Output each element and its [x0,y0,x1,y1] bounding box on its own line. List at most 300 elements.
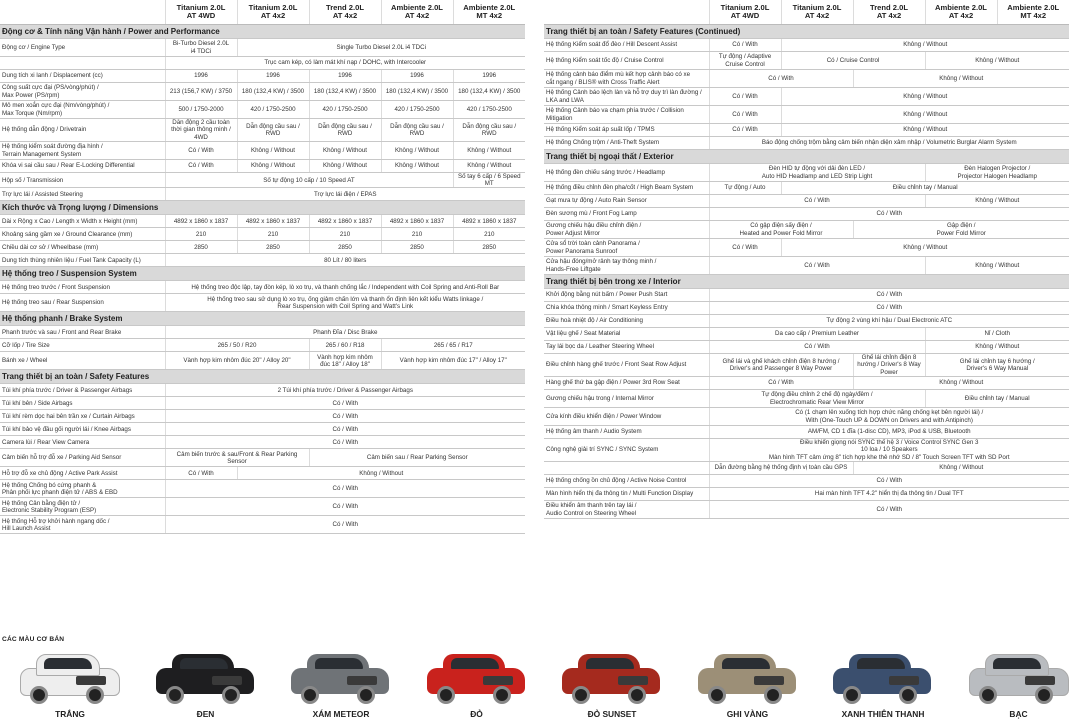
spec-value: Có / With [709,70,853,88]
spec-value: Không / Without [237,467,525,480]
spec-value: 180 (132,4 KW) / 3500 [453,83,525,101]
spec-label: Phanh trước và sau / Front and Rear Brake [0,326,165,339]
spec-value: Có / With [165,423,525,436]
spec-table-left [0,0,525,534]
spec-value: Cảm biến trước & sau/Front & Rear Parking Sensor [165,449,309,467]
spec-value: Có / With [709,88,781,106]
spec-label: Cửa kính điều khiển điện / Power Window [544,408,709,426]
spec-value: Có / With [709,302,1069,315]
variant-header-1: Titanium 2.0L AT 4WD [165,0,237,25]
car-wheel [1035,686,1053,704]
header-spacer [0,0,165,25]
spec-label: Hệ thống Cảnh báo va chạm phía trước / Collision Mitigation [544,106,709,124]
spec-value: Có / With [165,160,237,173]
section-title: Kích thước và Trọng lượng / Dimensions [0,201,525,215]
spec-table-right [544,0,1069,519]
car-wheel [222,686,240,704]
spec-row [0,57,525,70]
spec-value: 1996 [165,70,237,83]
spec-value: Có / With [165,480,525,498]
spec-value: Tự động 2 vùng khí hậu / Dual Electronic ATC [709,315,1069,328]
spec-row [544,439,1069,462]
spec-value: 2850 [309,241,381,254]
spec-value: Không / Without [309,160,381,173]
spec-value: Ghế lái và ghế khách chỉnh điện 8 hướng / Driver's and Passenger 8 Way Power [709,354,853,377]
spec-row [0,39,525,57]
spec-label: Hệ thống điều chỉnh đèn pha/cốt / High Beam System [544,182,709,195]
section-header-row [0,201,525,215]
spec-label: Túi khí rèm dọc hai bên trần xe / Curtain Airbags [0,410,165,423]
spec-label: Chìa khóa thông minh / Smart Keyless Entry [544,302,709,315]
spec-row [544,289,1069,302]
car-window [315,658,363,669]
car-window [180,658,228,669]
car-wheel [899,686,917,704]
spec-label: Đèn sương mù / Front Fog Lamp [544,208,709,221]
section-header-row [0,267,525,281]
spec-row [0,173,525,188]
spec-row [0,410,525,423]
spec-value: 420 / 1750-2500 [453,101,525,119]
spec-value: Vành hợp kim nhôm đúc 17" / Alloy 17" [381,352,525,370]
spec-row [0,228,525,241]
section-title: Trang thiết bị bên trong xe / Interior [544,275,1069,289]
spec-value: 4892 x 1860 x 1837 [381,215,453,228]
spec-row [0,281,525,294]
spec-label: Gương chiếu hậu trong / Internal Mirror [544,390,709,408]
car-wheel [764,686,782,704]
spec-value: Bi-Turbo Diesel 2.0L i4 TDCi [165,39,237,57]
spec-value: Dẫn đường bằng hệ thống định vị toàn cầu GPS [709,462,853,475]
spec-row [544,328,1069,341]
spec-row [544,221,1069,239]
spec-value: 180 (132,4 KW) / 3500 [237,83,309,101]
spec-value: 420 / 1750-2500 [237,101,309,119]
section-title: Hệ thống treo / Suspension System [0,267,525,281]
spec-value: Không / Without [781,88,1069,106]
car-icon [698,652,796,704]
spec-value: Có / With [709,208,1069,221]
spec-label: Gương chiếu hậu điều chỉnh điện / Power Adjust Mirror [544,221,709,239]
spec-value: Điều khiển giọng nói SYNC thế hệ 3 / Voice Control SYNC Gen 3 10 loa / 10 Speakers Màn hình TFT cảm ứng 8" tích hợp khe thẻ nhớ SD / 8" Touch Screen TFT with SD Port [709,439,1069,462]
spec-row [0,384,525,397]
spec-value: Có / With [709,195,925,208]
spec-label: Khoảng sáng gầm xe / Ground Clearance (mm) [0,228,165,241]
section-header-row [544,25,1069,39]
spec-value: Không / Without [781,124,1069,137]
spec-label: Túi khí bảo vệ đầu gối người lái / Knee Airbags [0,423,165,436]
section-header-row [544,150,1069,164]
spec-value: 1996 [237,70,309,83]
spec-row [0,215,525,228]
spec-value: 80 Lít / 80 liters [165,254,525,267]
spec-value: 2 Túi khí phía trước / Driver & Passenger Airbags [165,384,525,397]
spec-value: Không / Without [853,70,1069,88]
car-wheel [708,686,726,704]
spec-row [0,397,525,410]
section-header-row [544,275,1069,289]
spec-row [544,164,1069,182]
spec-value: Có / With [165,142,237,160]
spec-value: Không / Without [453,160,525,173]
variant-header-row [0,0,525,25]
spec-row [544,462,1069,475]
left-spec-column [0,0,525,534]
color-swatch [959,640,1069,720]
spec-value: 2850 [381,241,453,254]
colors-title: CÁC MÀU CƠ BẢN [2,636,65,643]
spec-label: Hệ thống Cân bằng điện tử / Electronic Stability Program (ESP) [0,498,165,516]
spec-value: Không / Without [309,142,381,160]
spec-value: Có / With [709,475,1069,488]
spec-label: Cửa hậu đóng/mở rảnh tay thông minh / Hands-Free Liftgate [544,257,709,275]
spec-row [0,254,525,267]
spec-value: Không / Without [381,160,453,173]
spec-label: Hệ thống Hỗ trợ khởi hành ngang dốc / Hill Launch Assist [0,516,165,534]
spec-value: Không / Without [925,195,1069,208]
color-name: ĐỎ [470,709,483,719]
spec-value: Không / Without [853,462,1069,475]
spec-label: Hệ thống đèn chiếu sáng trước / Headlamp [544,164,709,182]
color-name: BẠC [1009,709,1028,719]
spec-value: Có / With [709,239,781,257]
car-grille [618,676,648,685]
spec-row [544,52,1069,70]
car-icon [562,652,660,704]
spec-value: Tự động / Adaptive Cruise Control [709,52,781,70]
spec-value: 2850 [453,241,525,254]
color-swatch [10,640,130,720]
spec-row [0,70,525,83]
section-title: Động cơ & Tính năng Vận hành / Power and Performance [0,25,525,39]
spec-row [0,119,525,142]
spec-label [0,57,165,70]
spec-row [0,449,525,467]
spec-value: Không / Without [453,142,525,160]
spec-row [544,475,1069,488]
section-title: Trang thiết bị an toàn / Safety Features [0,370,525,384]
car-window [586,658,634,669]
section-title: Hệ thống phanh / Brake System [0,312,525,326]
spec-row [0,188,525,201]
color-swatch [823,640,943,720]
car-icon [156,652,254,704]
spec-label: Gạt mưa tự động / Auto Rain Sensor [544,195,709,208]
color-swatch [281,640,401,720]
spec-value: 1996 [453,70,525,83]
spec-value: Dẫn động cầu sau / RWD [381,119,453,142]
spec-value: Số tự động 10 cấp / 10 Speed AT [165,173,453,188]
section-header-row [0,25,525,39]
spec-row [0,83,525,101]
spec-value: Dẫn động cầu sau / RWD [309,119,381,142]
spec-label: Hệ thống Kiểm soát áp suất lốp / TPMS [544,124,709,137]
spec-label: Công suất cực đại (PS/vòng/phút) / Max Power (PS/rpm) [0,83,165,101]
car-window [451,658,499,669]
spec-value: 420 / 1750-2500 [381,101,453,119]
color-name: ĐEN [196,709,215,719]
spec-row [544,106,1069,124]
spec-value: 1996 [381,70,453,83]
spec-row [0,326,525,339]
spec-row [544,39,1069,52]
spec-label: Hệ thống dẫn động / Drivetrain [0,119,165,142]
color-swatch [552,640,672,720]
spec-value: Không / Without [237,160,309,173]
spec-label: Hệ thống treo sau / Rear Suspension [0,294,165,312]
car-window [857,658,905,669]
car-wheel [166,686,184,704]
spec-value: Có / With [709,289,1069,302]
spec-row [544,501,1069,519]
spec-value: Không / Without [237,142,309,160]
car-window [993,658,1041,669]
variant-header-3: Trend 2.0L AT 4x2 [309,0,381,25]
variant-header-4: Ambiente 2.0L AT 4x2 [381,0,453,25]
spec-label: Hàng ghế thứ ba gập điện / Power 3rd Row Seat [544,377,709,390]
spec-label: Trợ lực lái / Assisted Steering [0,188,165,201]
spec-value: Trục cam kép, có làm mát khí nạp / DOHC, with Intercooler [165,57,525,70]
spec-value: Không / Without [853,377,1069,390]
variant-header-5: Ambiente 2.0L MT 4x2 [997,0,1069,25]
spec-value: Có / With [165,516,525,534]
section-title: Trang thiết bị ngoại thất / Exterior [544,150,1069,164]
variant-header-row [544,0,1069,25]
spec-value: 4892 x 1860 x 1837 [237,215,309,228]
spec-label: Hệ thống chống ồn chủ động / Active Noise Control [544,475,709,488]
spec-value: Trợ lực lái điện / EPAS [165,188,525,201]
color-swatch [146,640,266,720]
spec-value: Có / With [709,124,781,137]
color-name: TRẮNG [55,709,85,719]
spec-row [544,195,1069,208]
spec-value: 210 [453,228,525,241]
spec-label: Hộp số / Transmission [0,173,165,188]
spec-label: Cỡ lốp / Tire Size [0,339,165,352]
spec-label: Chiều dài cơ sở / Wheelbase (mm) [0,241,165,254]
spec-value: Có / With [165,498,525,516]
spec-row [0,516,525,534]
spec-value: Tự động / Auto [709,182,781,195]
spec-value: 500 / 1750-2000 [165,101,237,119]
spec-row [544,426,1069,439]
spec-row [0,160,525,173]
spec-label: Điều hoà nhiệt độ / Air Conditioning [544,315,709,328]
spec-value: 2850 [237,241,309,254]
spec-row [544,302,1069,315]
car-grille [347,676,377,685]
spec-row [544,315,1069,328]
car-wheel [301,686,319,704]
spec-value: Tự động điều chỉnh 2 chế độ ngày/đêm / Electrochromatic Rear View Mirror [709,390,925,408]
spec-value: Có / With [709,39,781,52]
spec-value: Có / With [709,341,925,354]
spec-row [0,498,525,516]
spec-value: Có / With [709,257,925,275]
right-spec-column [544,0,1069,519]
spec-row [544,341,1069,354]
spec-value: Có / With [709,377,853,390]
spec-value: Có / With [165,410,525,423]
color-name: XÁM METEOR [312,709,370,719]
spec-label: Hệ thống Chống bó cứng phanh & Phân phối lực phanh điện tử / ABS & EBD [0,480,165,498]
spec-value: Không / Without [925,52,1069,70]
variant-header-2: Titanium 2.0L AT 4x2 [781,0,853,25]
spec-value: 420 / 1750-2500 [309,101,381,119]
spec-row [544,390,1069,408]
car-grille [212,676,242,685]
spec-value: Báo động chống trộm bằng cảm biến nhận diện xâm nhập / Volumetric Burglar Alarm System [709,137,1069,150]
spec-row [0,294,525,312]
spec-value: Hệ thống treo độc lập, tay đòn kép, lò xo trụ, và thanh chống lắc / Independent with Coil Spring and Anti-Roll Bar [165,281,525,294]
car-grille [483,676,513,685]
spec-row [544,70,1069,88]
spec-value: Phanh Đĩa / Disc Brake [165,326,525,339]
car-grille [889,676,919,685]
spec-label: Hệ thống treo trước / Front Suspension [0,281,165,294]
spec-value: 265 / 65 / R17 [381,339,525,352]
spec-value: Đèn Halogen Projector / Projector Halogen Headlamp [925,164,1069,182]
spec-row [544,408,1069,426]
variant-header-3: Trend 2.0L AT 4x2 [853,0,925,25]
variant-header-1: Titanium 2.0L AT 4WD [709,0,781,25]
spec-value: 210 [309,228,381,241]
spec-value: Có (1 chạm lên xuống tích hợp chức năng chống kẹt bên người lái) / With (One-Touch UP & DOWN on Drivers and with Antipinch) [709,408,1069,426]
color-name: ĐỎ SUNSET [587,709,637,719]
spec-value: Không / Without [781,39,1069,52]
car-wheel [843,686,861,704]
spec-row [0,241,525,254]
spec-value: 4892 x 1860 x 1837 [165,215,237,228]
spec-label: Hệ thống cảnh báo điểm mù kết hợp cảnh báo có xe cắt ngang / BLIS® with Cross Traffic Alert [544,70,709,88]
spec-value: Không / Without [781,239,1069,257]
spec-value: Không / Without [925,257,1069,275]
spec-row [544,88,1069,106]
spec-label: Mô men xoắn cực đại (Nm/vòng/phút) / Max Torque (Nm/rpm) [0,101,165,119]
spec-value: 4892 x 1860 x 1837 [309,215,381,228]
color-name: GHI VÀNG [726,709,769,719]
spec-value: 180 (132,4 KW) / 3500 [309,83,381,101]
variant-header-4: Ambiente 2.0L AT 4x2 [925,0,997,25]
spec-value: 1996 [309,70,381,83]
spec-value: Có gập điện sấy điện / Heated and Power Fold Mirror [709,221,853,239]
spec-row [0,480,525,498]
spec-row [0,436,525,449]
car-icon [20,652,118,704]
spec-row [544,182,1069,195]
section-header-row [0,370,525,384]
car-window [44,658,92,669]
car-wheel [628,686,646,704]
spec-row [0,352,525,370]
spec-value: Số tay 6 cấp / 6 Speed MT [453,173,525,188]
spec-label: Màn hình hiển thị đa thông tin / Multi Function Display [544,488,709,501]
car-wheel [979,686,997,704]
spec-value: Hệ thống treo sau sử dụng lò xo trụ, ống giảm chấn lớn và thanh ổn định liên kết kiểu Watts linkage / Rear Suspension with Coil Spring and Watt's Link [165,294,525,312]
spec-value: Nỉ / Cloth [925,328,1069,341]
spec-label: Công nghệ giải trí SYNC / SYNC System [544,439,709,462]
spec-value: Dẫn động cầu sau / RWD [453,119,525,142]
spec-row [0,339,525,352]
car-wheel [357,686,375,704]
spec-value: 180 (132,4 KW) / 3500 [381,83,453,101]
spec-value: Có / With [709,106,781,124]
spec-value: Đèn HID tự động với dải đèn LED / Auto HID Headlamp and LED Strip Light [709,164,925,182]
spec-label: Điều khiển âm thanh trên tay lái / Audio Control on Steering Wheel [544,501,709,519]
spec-row [0,423,525,436]
variant-header-5: Ambiente 2.0L MT 4x2 [453,0,525,25]
spec-label: Tay lái bọc da / Leather Steering Wheel [544,341,709,354]
car-grille [76,676,106,685]
car-icon [969,652,1067,704]
spec-value: 265 / 50 / R20 [165,339,309,352]
spec-label: Hệ thống kiểm soát đường địa hình / Terrain Management System [0,142,165,160]
spec-value: 210 [237,228,309,241]
spec-label: Cửa sổ trời toàn cảnh Panorama / Power Panorama Sunroof [544,239,709,257]
spec-value: Da cao cấp / Premium Leather [709,328,925,341]
spec-value: Dẫn động cầu sau / RWD [237,119,309,142]
spec-value: Không / Without [381,142,453,160]
spec-value: Hai màn hình TFT 4.2" hiển thị đa thông tin / Dual TFT [709,488,1069,501]
spec-label: Hệ thống Cảnh báo lệch làn và hỗ trợ duy trì làn đường / LKA and LWA [544,88,709,106]
spec-row [544,377,1069,390]
spec-value: Không / Without [781,106,1069,124]
car-icon [291,652,389,704]
spec-label: Dài x Rộng x Cao / Length x Width x Height (mm) [0,215,165,228]
color-swatch [417,640,537,720]
spec-value: Điều chỉnh tay / Manual [781,182,1069,195]
color-name: XANH THIÊN THANH [841,709,925,719]
spec-value: Ghế lái chỉnh tay 6 hướng / Driver's 6 Way Manual [925,354,1069,377]
spec-value: Điều chỉnh tay / Manual [925,390,1069,408]
spec-label: Túi khí phía trước / Driver & Passenger Airbags [0,384,165,397]
spec-label: Cảm biến hỗ trợ đỗ xe / Parking Aid Sensor [0,449,165,467]
section-title: Trang thiết bị an toàn / Safety Features (Continued) [544,25,1069,39]
spec-row [544,257,1069,275]
spec-label: Khởi động bằng nút bấm / Power Push Start [544,289,709,302]
header-spacer [544,0,709,25]
spec-value: Có / With [165,436,525,449]
spec-value: Vành hợp kim nhôm đúc 18" / Alloy 18" [309,352,381,370]
spec-label: Hệ thống Chống trộm / Anti-Theft System [544,137,709,150]
car-icon [427,652,525,704]
spec-row [544,354,1069,377]
color-swatch [688,640,808,720]
spec-label: Camera lùi / Rear View Camera [0,436,165,449]
spec-label: Điều chỉnh hàng ghế trước / Front Seat Row Adjust [544,354,709,377]
car-wheel [86,686,104,704]
car-wheel [30,686,48,704]
spec-label: Vật liệu ghế / Seat Material [544,328,709,341]
car-grille [1025,676,1055,685]
spec-value: Vành hợp kim nhôm đúc 20" / Alloy 20" [165,352,309,370]
spec-value: 210 [165,228,237,241]
spec-value: Ghế lái chỉnh điện 8 hướng / Driver's 8 Way Power [853,354,925,377]
spec-label: Bánh xe / Wheel [0,352,165,370]
spec-row [544,124,1069,137]
spec-label: Hệ thống Kiểm soát tốc độ / Cruise Control [544,52,709,70]
spec-label: Hệ thống Kiểm soát đổ đèo / Hill Descent Assist [544,39,709,52]
spec-value: Có / With [709,501,1069,519]
car-wheel [437,686,455,704]
spec-value: AM/FM, CD 1 đĩa (1-disc CD), MP3, iPod & USB, Bluetooth [709,426,1069,439]
spec-value: Single Turbo Diesel 2.0L i4 TDCi [237,39,525,57]
spec-value: 2850 [165,241,237,254]
spec-value: Có / Cruise Control [781,52,925,70]
car-wheel [493,686,511,704]
car-grille [754,676,784,685]
spec-label: Túi khí bên / Side Airbags [0,397,165,410]
